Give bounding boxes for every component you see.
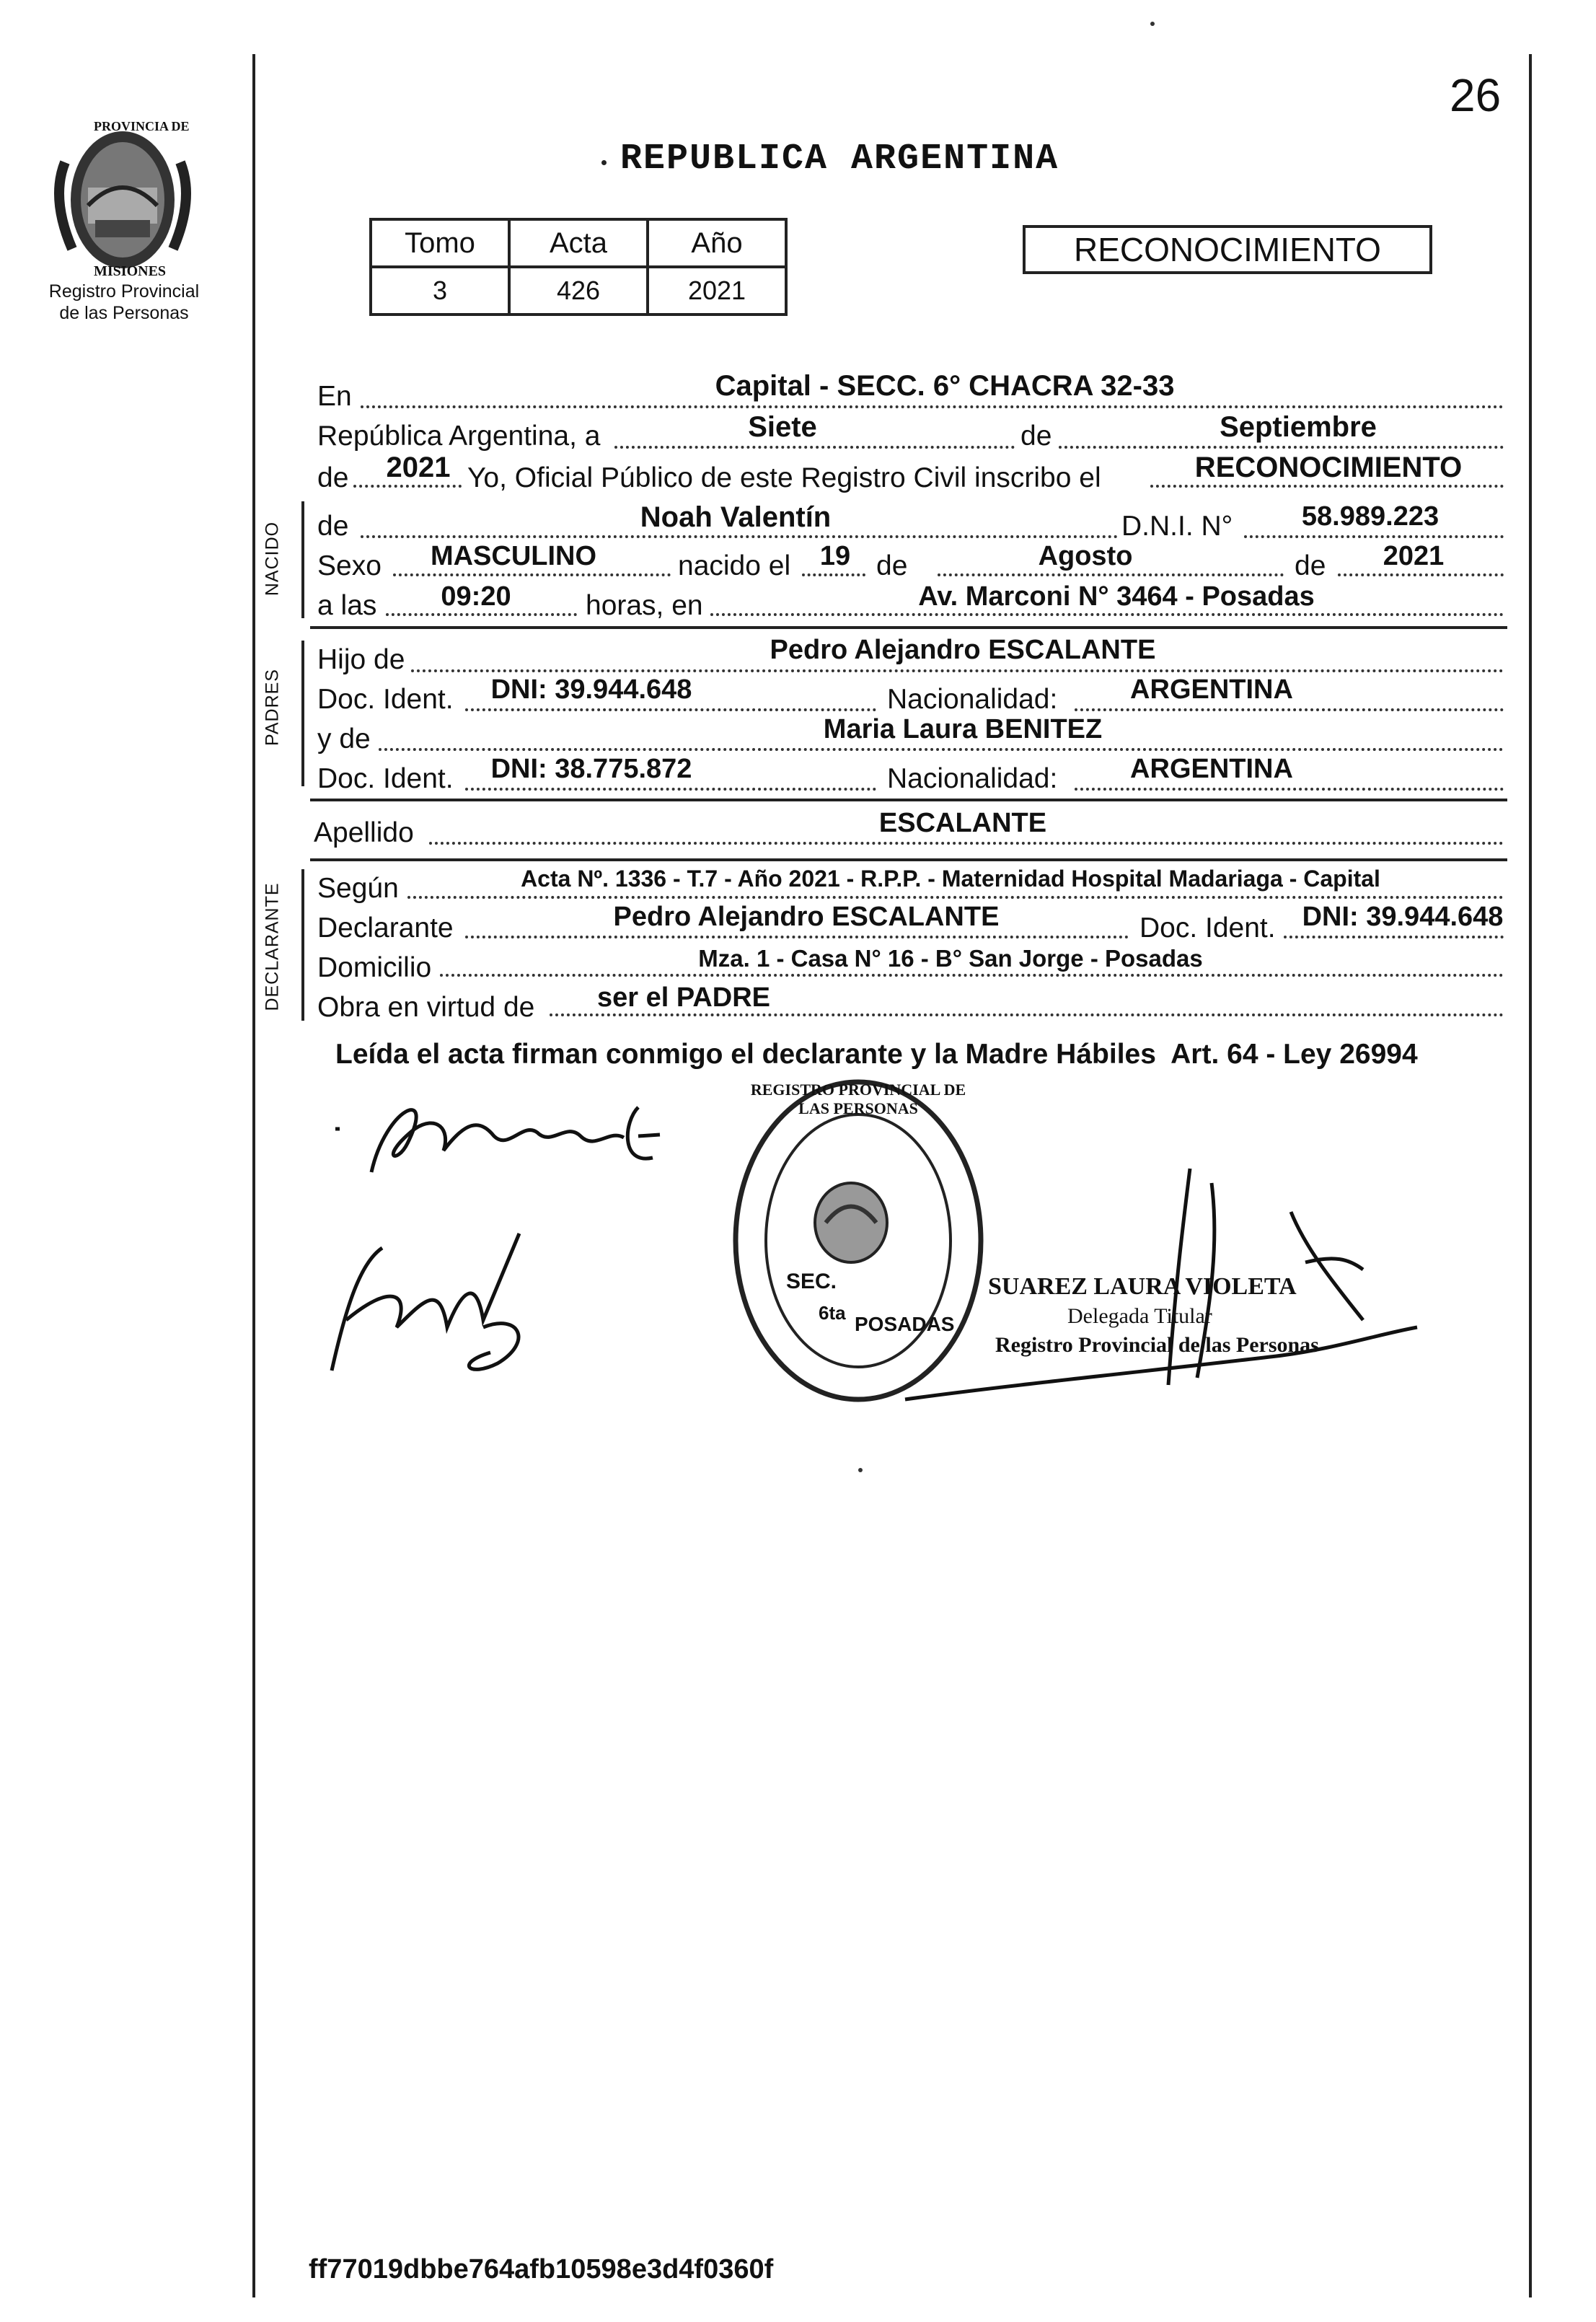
dots-padre <box>411 669 1504 672</box>
label-apellido: Apellido <box>314 817 414 848</box>
page-title: REPUBLICA ARGENTINA <box>620 138 1059 180</box>
label-segun: Según <box>317 873 399 904</box>
seal-ring-text: REGISTRO PROVINCIAL DE LAS PERSONAS <box>750 1081 966 1117</box>
value-madre: Maria Laura BENITEZ <box>823 714 1103 744</box>
nacido-bracket <box>301 501 304 618</box>
dots-domicilio <box>440 974 1504 977</box>
dots-nombre <box>361 535 1118 538</box>
dots-tipo <box>1150 485 1504 488</box>
value-segun: Acta Nº. 1336 - T.7 - Año 2021 - R.P.P. - Maternidad Hospital Madariaga - Capital <box>521 866 1380 892</box>
value-padre-dni: DNI: 39.944.648 <box>490 674 692 705</box>
table-value-acta: 426 <box>509 267 648 315</box>
section-label-padres: PADRES <box>262 669 283 746</box>
value-madre-dni: DNI: 38.775.872 <box>490 754 692 784</box>
stray-mark-mid <box>858 1468 863 1472</box>
table-header-acta: Acta <box>509 219 648 267</box>
seal-inner-bottom: POSADAS <box>855 1313 955 1335</box>
value-padre-nac: ARGENTINA <box>1130 674 1293 705</box>
dots-anio <box>353 485 462 488</box>
value-dni: 58.989.223 <box>1301 501 1440 532</box>
value-anio: 2021 <box>386 452 451 483</box>
signature-declarante <box>328 1078 703 1194</box>
label-hijo-de: Hijo de <box>317 644 405 675</box>
value-declarante-dni: DNI: 39.944.648 <box>1302 902 1504 932</box>
table-header-tomo: Tomo <box>371 219 509 267</box>
label-nacionalidad-madre: Nacionalidad: <box>887 763 1058 794</box>
value-mes-nac: Agosto <box>1038 541 1133 571</box>
footer-hash: ff77019dbbe764afb10598e3d4f0360f <box>309 2254 774 2284</box>
dots-madre-nac <box>1075 788 1504 791</box>
official-role: Delegada Titular <box>1067 1304 1212 1328</box>
doc-type-box <box>1023 225 1432 274</box>
label-domicilio: Domicilio <box>317 952 432 983</box>
label-de-mes: de <box>1020 421 1052 452</box>
dots-madre-dni <box>465 788 876 791</box>
value-padre: Pedro Alejandro ESCALANTE <box>770 635 1156 665</box>
dots-en <box>361 405 1504 408</box>
value-declarante: Pedro Alejandro ESCALANTE <box>613 902 1000 932</box>
value-nombre: Noah Valentín <box>640 501 832 533</box>
value-lugar: Capital - SECC. 6° CHACRA 32-33 <box>715 370 1175 402</box>
label-doc-ident-padre: Doc. Ident. <box>317 684 454 715</box>
dots-madre <box>379 748 1504 751</box>
stray-mark-top <box>1150 22 1155 26</box>
label-nacido-el: nacido el <box>678 550 791 581</box>
label-de-anio: de <box>317 462 349 493</box>
dots-dia <box>614 446 1015 449</box>
dots-mes <box>1059 446 1504 449</box>
value-apellido: ESCALANTE <box>878 808 1047 838</box>
label-obra: Obra en virtud de <box>317 992 535 1023</box>
label-yo: Yo, Oficial Público de este Registro Civil inscribo el <box>467 462 1101 493</box>
record-table <box>369 218 788 316</box>
section-label-nacido: NACIDO <box>262 521 283 597</box>
logo-text-top: PROVINCIA DE <box>94 119 190 133</box>
dots-dni <box>1244 535 1504 538</box>
province-logo <box>43 119 202 281</box>
dots-declarante <box>465 936 1129 938</box>
declarante-bracket <box>301 869 304 1021</box>
dots-obra <box>550 1013 1504 1016</box>
value-tipo: RECONOCIMIENTO <box>1194 452 1463 483</box>
table-value-tomo: 3 <box>371 267 509 315</box>
label-declarante: Declarante <box>317 912 454 944</box>
label-sexo: Sexo <box>317 550 382 581</box>
value-anio-nac: 2021 <box>1383 541 1445 571</box>
padres-bracket <box>301 641 304 786</box>
dots-dia-nac <box>802 573 865 576</box>
value-hora: 09:20 <box>441 581 511 612</box>
signature-madre <box>303 1219 563 1385</box>
label-dni: D.N.I. N° <box>1121 511 1233 542</box>
value-madre-nac: ARGENTINA <box>1130 754 1293 784</box>
right-margin-line <box>1529 54 1532 2297</box>
label-republica: República Argentina, a <box>317 421 601 452</box>
label-de-mes-nac: de <box>876 550 908 581</box>
label-horas-en: horas, en <box>586 590 703 621</box>
value-obra: ser el PADRE <box>596 982 771 1013</box>
label-doc-ident-madre: Doc. Ident. <box>317 763 454 794</box>
left-margin-line <box>252 54 255 2297</box>
value-sexo: MASCULINO <box>430 541 597 571</box>
page-number: 26 <box>1450 69 1502 121</box>
seal-inner-top: SEC. <box>786 1270 837 1293</box>
divider-1 <box>310 626 1507 629</box>
divider-2 <box>310 799 1507 801</box>
label-de-nacido: de <box>317 511 349 542</box>
dots-anio-nac <box>1338 573 1504 576</box>
value-dia: Siete <box>748 411 817 443</box>
closing-statement: Leída el acta firman conmigo el declarante y la Madre Hábiles Art. 64 - Ley 26994 <box>335 1039 1418 1070</box>
table-value-anio: 2021 <box>648 267 786 315</box>
title-dot <box>601 160 607 165</box>
label-nacionalidad-padre: Nacionalidad: <box>887 684 1058 715</box>
logo-text-bottom: MISIONES <box>94 263 167 279</box>
dots-mes-nac <box>938 573 1284 576</box>
dots-hora <box>386 613 577 616</box>
table-header-anio: Año <box>648 219 786 267</box>
value-dia-nac: 19 <box>819 541 851 571</box>
value-mes: Septiembre <box>1220 411 1377 443</box>
dots-declarante-dni <box>1284 936 1504 938</box>
registry-name-line1: Registro Provincial <box>48 281 200 302</box>
value-lugar-nac: Av. Marconi N° 3464 - Posadas <box>918 581 1315 612</box>
registry-name-line2: de las Personas <box>59 303 189 323</box>
official-name: SUAREZ LAURA VIOLETA <box>988 1273 1297 1300</box>
dots-padre-nac <box>1075 708 1504 711</box>
section-label-declarante: DECLARANTE <box>262 882 283 1011</box>
label-de-anio-nac: de <box>1295 550 1326 581</box>
dots-segun <box>407 896 1504 899</box>
official-office: Registro Provincial de las Personas <box>995 1333 1319 1357</box>
label-y-de: y de <box>317 724 371 755</box>
dots-sexo <box>393 573 671 576</box>
label-a-las: a las <box>317 590 377 621</box>
value-domicilio: Mza. 1 - Casa N° 16 - B° San Jorge - Posadas <box>698 945 1203 972</box>
dots-lugar-nac <box>710 613 1504 616</box>
label-en: En <box>317 381 352 412</box>
seal-inner-num: 6ta <box>819 1302 846 1324</box>
doc-type-label: RECONOCIMIENTO <box>1074 231 1381 268</box>
dots-padre-dni <box>465 708 876 711</box>
label-doc-ident-declarante: Doc. Ident. <box>1139 912 1276 944</box>
divider-3 <box>310 858 1507 861</box>
signature-official <box>901 1140 1421 1414</box>
dots-apellido <box>429 842 1504 845</box>
